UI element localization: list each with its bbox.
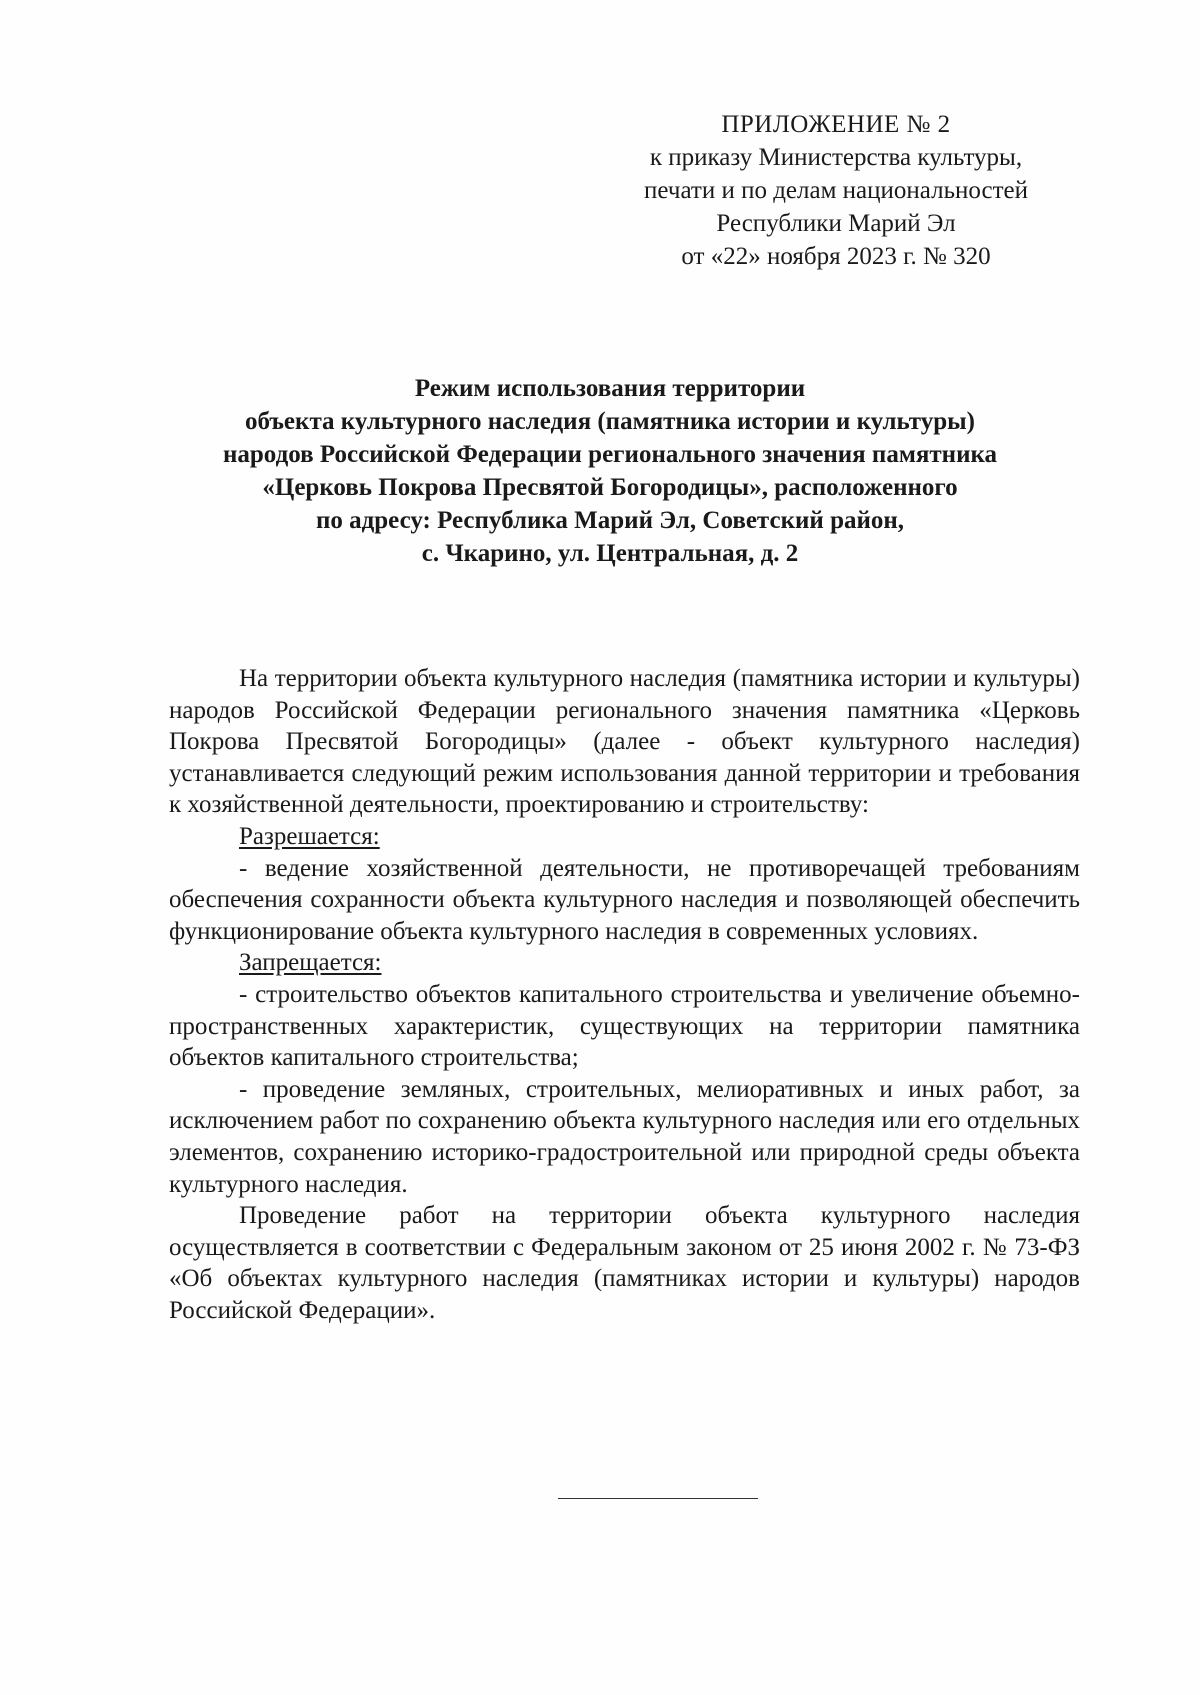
- title-line-4: «Церковь Покрова Пресвятой Богородицы», расположенного: [262, 474, 958, 501]
- closing-paragraph: Проведение работ на территории объекта культурного наследия осуществляется в соответствии с Федеральным законом от 25 июня 2002 г. № 73-ФЗ «Об объектах культурного наследия (памятниках истории и культуры) народов Российской Федерации».: [169, 1202, 1080, 1324]
- title-line-5: по адресу: Республика Марий Эл, Советский район,: [315, 507, 905, 534]
- annex-title: ПРИЛОЖЕНИЕ № 2: [721, 111, 951, 138]
- title-line-1: Режим использования территории: [414, 375, 806, 402]
- prohibited-heading: [169, 947, 1080, 979]
- title-line-3: народов Российской Федерации регионального значения памятника: [223, 441, 997, 468]
- title-line-6: с. Чкарино, ул. Центральная, д. 2: [421, 540, 799, 567]
- annex-line-1: к приказу Министерства культуры,: [649, 144, 1023, 171]
- closing-divider: [558, 1498, 758, 1499]
- annex-line-2: печати и по делам национальностей: [644, 177, 1028, 204]
- prohibited-heading-label: Запрещается:: [239, 949, 382, 977]
- allowed-item: - ведение хозяйственной деятельности, не противоречащей требованиям обеспечения сохранности объекта культурного наследия и позволяющей обеспечить функционирование объекта культурного наследия в современных условиях.: [169, 854, 1080, 945]
- allowed-heading: [169, 821, 1080, 853]
- annex-line-3: Республики Марий Эл: [716, 210, 956, 237]
- allowed-heading-label: Разрешается:: [239, 822, 380, 850]
- prohibited-item-1: - строительство объектов капитального строительства и увеличение объемно-пространственных характеристик, существующих на территории памятника объектов капитального строительства;: [169, 980, 1080, 1072]
- document-title: [150, 372, 1070, 570]
- title-line-2: объекта культурного наследия (памятника истории и культуры): [244, 408, 975, 435]
- prohibited-item-2: - проведение земляных, строительных, мелиоративных и иных работ, за исключением работ по сохранению объекта культурного наследия или его отдельных элементов, сохранению историко-градостроительной или природной среды объекта культурного наследия.: [169, 1075, 1080, 1198]
- document-body: [169, 663, 1080, 1326]
- annex-header: [600, 108, 1072, 273]
- intro-paragraph: На территории объекта культурного наследия (памятника истории и культуры) народов Российской Федерации регионального значения памятника «Церковь Покрова Пресвятой Богородицы» (далее - объект культурного наследия) устанавливается следующий режим использования данной территории и требования к хозяйственной деятельности, проектированию и строительству:: [169, 665, 1080, 819]
- annex-order-date: от «22» ноября 2023 г. № 320: [681, 243, 991, 270]
